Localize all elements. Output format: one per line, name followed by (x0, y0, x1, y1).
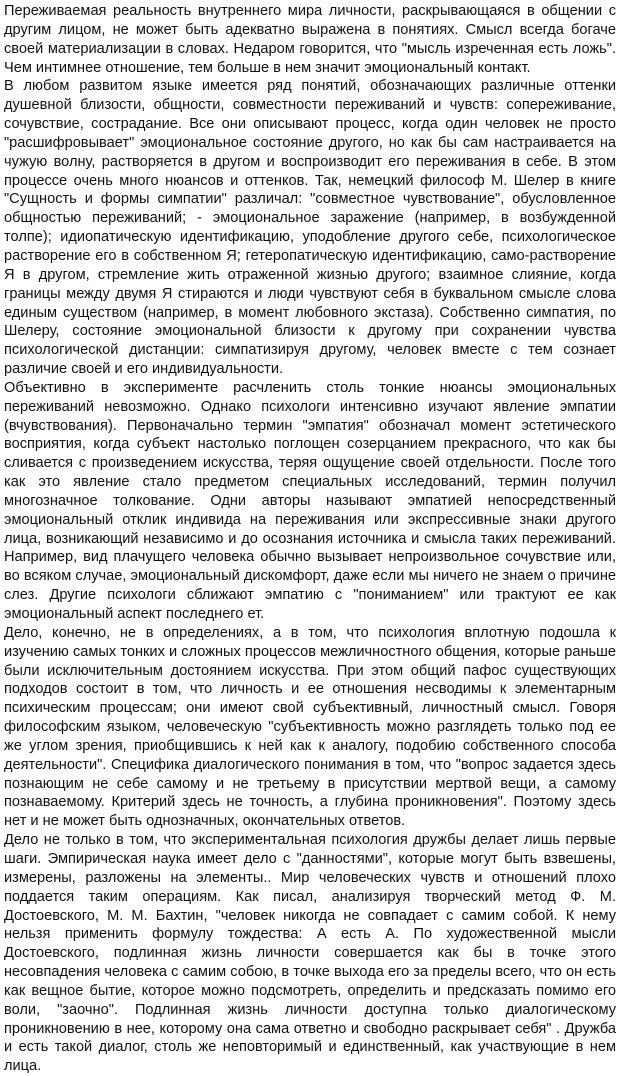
paragraph-empathy-intro: Переживаемая реальность внутреннего мира личности, раскрывающаяся в общении с другим лицом, не может быть адекватно выражена в понятиях. Смысл всегда богаче своей материализации в словах. Недаром говорится, что "мысль изреченная есть ложь". Чем интимнее отношение, тем больше в нем значит эмоциональный контакт. (4, 3, 616, 76)
paragraph-scheler-sympathy: В любом развитом языке имеется ряд понятий, обозначающих различные оттенки душевной близости, общности, совместности переживаний и чувств: сопереживание, сочувствие, сострадание. Все они описывают процесс, когда один человек не просто "расшифровывает" эмоциональное состояние другого, но как бы сам настраивается на чужую волну, растворяется в другом и воспроизводит его переживания в себе. В этом процессе очень много нюансов и оттенков. Так, немецкий философ М. Шелер в книге "Сущность и формы симпатии" различал: "совместное чувствование", обусловленное общностью переживаний; - эмоциональное заражение (например, в возбужденной толпе); идиопатическую идентификацию, уподобление другого себе, психологическое растворение его в собственном Я; гетеропатическую идентификацию, само-растворение Я в другом, стремление жить отраженной жизнью другого; взаимное слияние, когда границы между двумя Я стираются и люди чувствуют себя в буквальном смысле слова единым существом (например, в момент любовного экстаза). Собственно симпатия, по Шелеру, состояние эмоциональной близости к другому при сохранении чувства психологической дистанции: симпатизируя другому, человек вместе с тем сознает различие своей и его индивидуальности. (4, 78, 616, 378)
paragraph-empathy-research: Объективно в эксперименте расчленить столь тонкие нюансы эмоциональных переживаний невозможно. Однако психологи интенсивно изучают явление эмпатии (вчувствования). Первоначально термин "эмпатия" обозначал момент эстетического восприятия, когда субъект настолько поглощен созерцанием прекрасного, что как бы сливается с произведением искусства, теряя ощущение своей отдельности. После того как это явление стало предметом специальных исследований, термин получил многозначное толкование. Одни авторы называют эмпатией непосредственный эмоциональный отклик индивида на переживания или экспрессивные знаки другого лица, возникающий независимо и до осознания источника и смысла таких переживаний. Например, вид плачущего человека обычно вызывает непроизвольное сочувствие или, во всяком случае, эмоциональный дискомфорт, даже если мы ничего не знаем о причине слез. Другие психологи сближают эмпатию с "пониманием" или трактуют ее как эмоциональный аспект последнего ет. (4, 379, 616, 622)
paragraph-bakhtin-dialogue: Дело не только в том, что экспериментальная психология дружбы делает лишь первые шаги. Эмпирическая наука имеет дело с "данностями", которые могут быть взвешены, измерены, разложены на элементы.. Мир человеческих чувств и отношений плохо поддается таким операциям. Как писал, анализируя творческий метод Ф. М. Достоевского, М. М. Бахтин, "человек никогда не совпадает с самим собой. К нему нельзя применить формулу тождества: А есть А. По художественной мысли Достоевского, подлинная жизнь личности совершается как бы в точке этого несовпадения человека с самим собою, в точке выхода его за пределы всего, что он есть как вещное бытие, которое можно подсмотреть, определить и предсказать помимо его воли, "заочно". Подлинная жизнь личности доступна только диалогическому проникновению в нее, которому она сама ответно и свободно раскрывает себя" . Дружба и есть такой диалог, столь же неповторимый и единственный, как участвующие в нем лица. (4, 832, 616, 1075)
paragraph-interpersonal-communication: Дело, конечно, не в определениях, а в том, что психология вплотную подошла к изучению самых тонких и сложных процессов межличностного общения, которые раньше были исключительным достоянием искусства. При этом общий пафос существующих подходов состоит в том, что личность и ее отношения несводимы к элементарным психическим процессам; они имеют свой субъективный, личностный смысл. Говоря философским языком, человеческую "субъективность можно разглядеть только под ее же углом зрения, приобщившись к ней как к аналогу, подобию собственного способа деятельности". Специфика диалогического понимания в том, что "вопрос задается здесь познающим не себе самому и не третьему в присутствии мертвой вещи, а самому познаваемому. Критерий здесь не точность, а глубина проникновения". Поэтому здесь нет и не может быть однозначных, окончательных ответов. (4, 624, 616, 830)
